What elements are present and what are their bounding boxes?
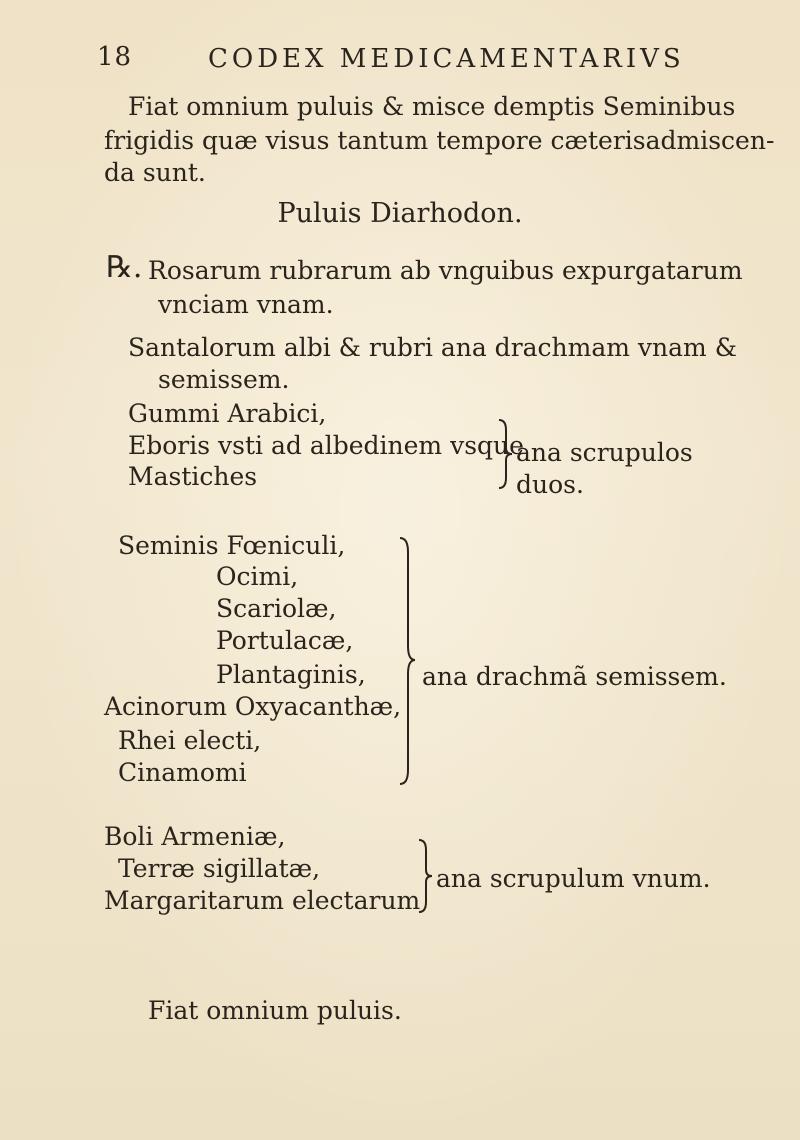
closing-line: Fiat omnium puluis. (148, 996, 402, 1025)
ingredient-santal-2: semissem. (158, 365, 290, 394)
intro-line-2: frigidis quæ visus tantum tempore cæterisadmiscen- (104, 126, 775, 155)
group1-item-1: Gummi Arabici, (128, 399, 327, 428)
group1-brace (496, 418, 514, 490)
intro-line-3: da sunt. (104, 158, 206, 187)
group3-item-1: Boli Armeniæ, (104, 822, 286, 851)
intro-line-1: Fiat omnium puluis & misce demptis Seminibus (128, 92, 736, 121)
group1-dose-2: duos. (516, 470, 584, 499)
group2-item-5: Plantaginis, (216, 660, 366, 689)
group2-item-8: Cinamomi (118, 758, 247, 787)
group3-item-3: Margaritarum electarum (104, 886, 421, 915)
group2-item-2: Ocimi, (216, 562, 299, 591)
ingredient-rosarum-1: Rosarum rubrarum ab vnguibus expurgatarum (148, 256, 743, 285)
group2-brace (396, 536, 418, 786)
rx-symbol: ℞. (106, 250, 143, 285)
group1-item-3: Mastiches (128, 462, 258, 491)
group1-item-2: Eboris vsti ad albedinem vsque (128, 431, 524, 460)
ingredient-rosarum-2: vnciam vnam. (158, 290, 334, 319)
group1-dose-1: ana scrupulos (516, 438, 693, 467)
group3-brace (416, 838, 434, 914)
group2-item-6: Acinorum Oxyacanthæ, (104, 692, 402, 721)
running-title: CODEX MEDICAMENTARIVS (208, 44, 685, 74)
group2-item-7: Rhei electi, (118, 726, 262, 755)
group2-item-1: Seminis Fœniculi, (118, 531, 346, 560)
recipe-title: Puluis Diarhodon. (277, 198, 523, 229)
group3-item-2: Terræ sigillatæ, (118, 854, 321, 883)
group2-item-4: Portulacæ, (216, 626, 354, 655)
group2-item-3: Scariolæ, (216, 594, 337, 623)
page-number: 18 (97, 42, 133, 72)
group2-dose: ana drachmã semissem. (422, 662, 727, 691)
group3-dose: ana scrupulum vnum. (436, 864, 711, 893)
ingredient-santal-1: Santalorum albi & rubri ana drachmam vnam & (128, 333, 737, 362)
